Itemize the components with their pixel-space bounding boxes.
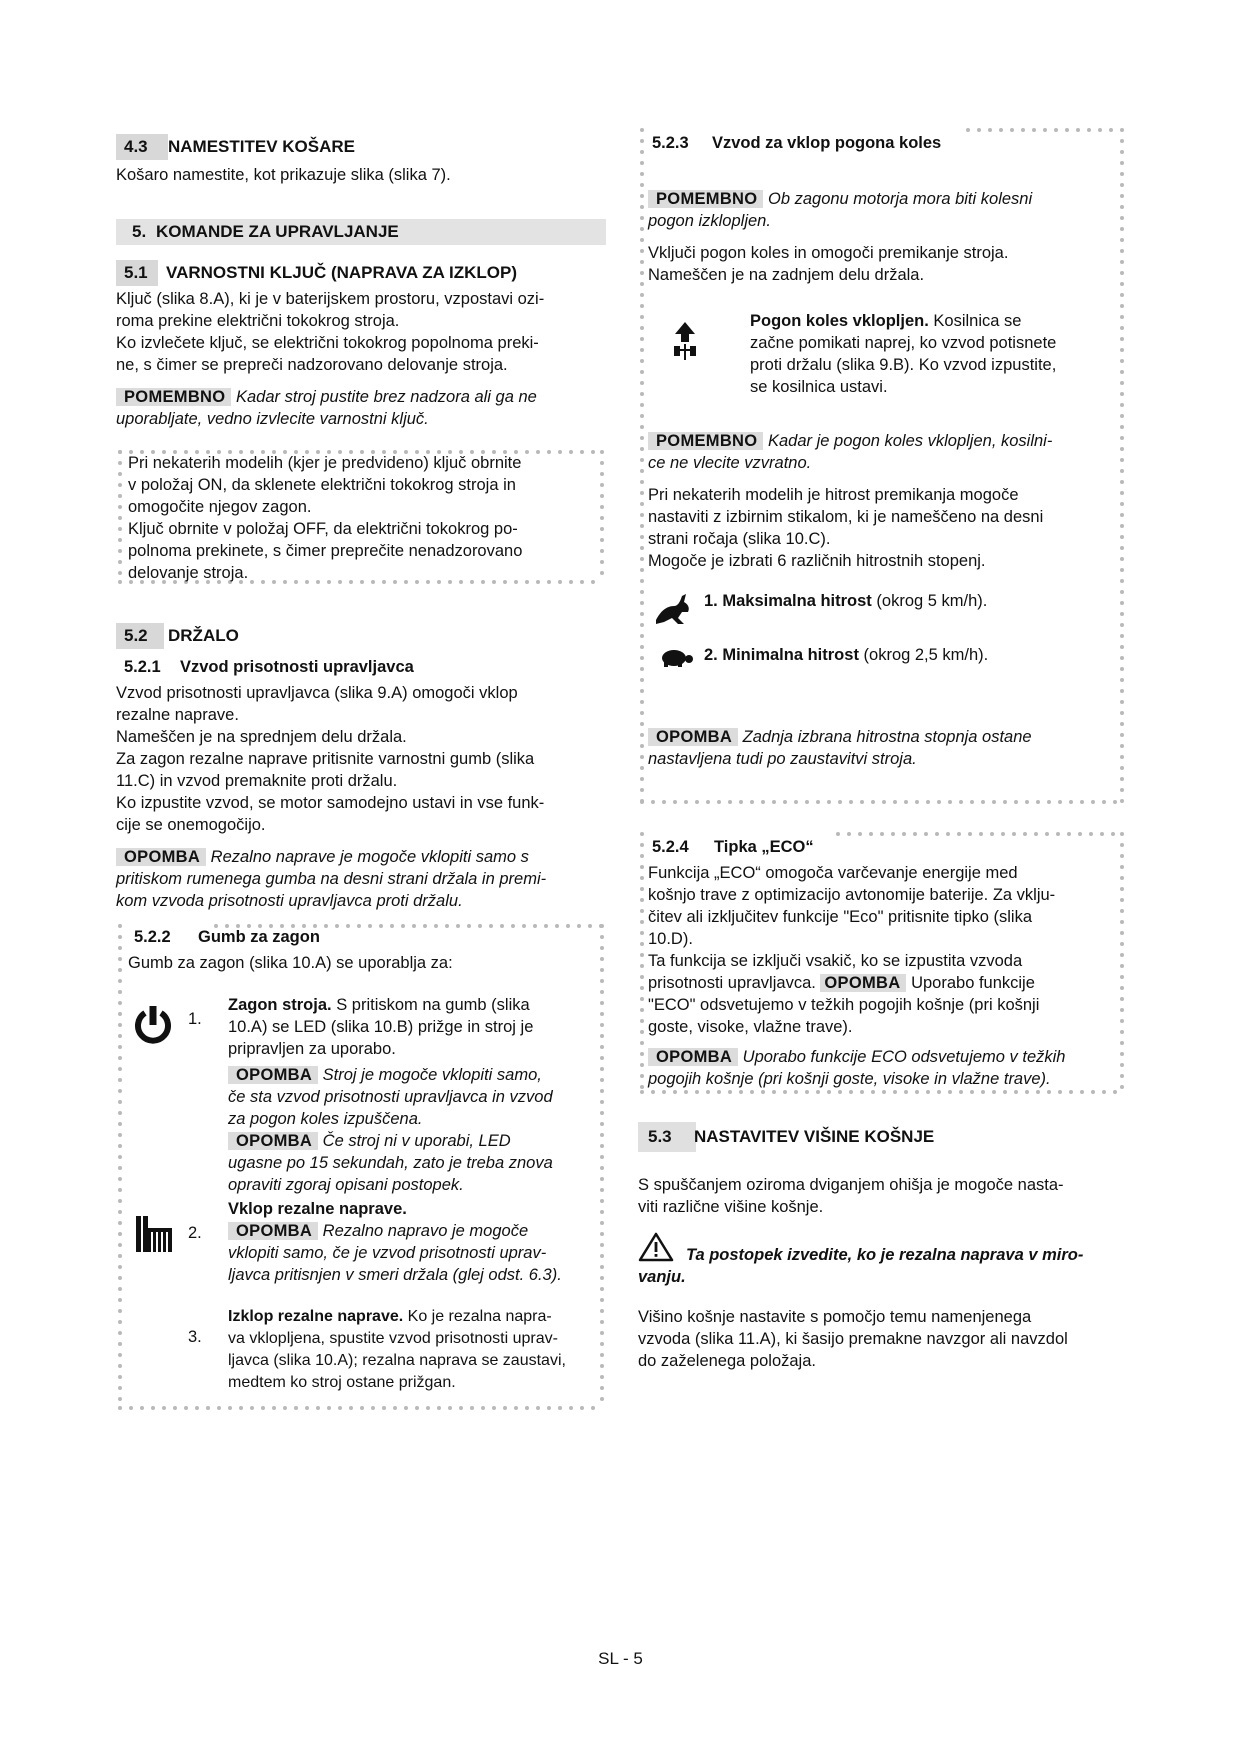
s524-line-6-b: Uporabo funkcije — [911, 974, 1035, 992]
warning-icon — [638, 1232, 674, 1262]
note-text: Zadnja izbrana hitrostna stopnja ostane — [742, 728, 1032, 746]
heading-5-2-1-number: 5.2.1 — [124, 658, 161, 676]
note-label: OPOMBA — [228, 1222, 318, 1240]
note-label: OPOMBA — [228, 1066, 318, 1084]
icon-text-title: Pogon koles vklopljen. — [750, 312, 929, 330]
warning-line-2: vanju. — [638, 1268, 686, 1286]
heading-5-3-title: NASTAVITEV VIŠINE KOŠNJE — [694, 1127, 935, 1146]
item-1-number: 1. — [188, 1010, 202, 1028]
hare-icon — [652, 590, 692, 626]
s51-line-2: roma prekine električni tokokrog stroja. — [116, 312, 400, 330]
s53-para-3: do zaželenega položaja. — [638, 1352, 816, 1370]
heading-5-title: KOMANDE ZA UPRAVLJANJE — [156, 222, 399, 241]
item-1-note-2 — [228, 1130, 511, 1153]
box1-line-3: omogočite njegov zagon. — [128, 498, 312, 516]
s523-note-3 — [648, 726, 1032, 749]
box1-line-6: delovanje stroja. — [128, 564, 249, 582]
note-label: OPOMBA — [228, 1132, 318, 1150]
speed-1 — [704, 590, 987, 613]
s523-note-1 — [648, 188, 1032, 211]
s521-note — [116, 846, 529, 869]
note-label: OPOMBA — [116, 848, 206, 866]
note-label: POMEMBNO — [648, 432, 763, 450]
heading-5-2-2-title: Gumb za zagon — [198, 928, 320, 946]
s521-note-line-2: pritiskom rumenega gumba na desni strani držala in premi- — [116, 870, 547, 888]
speed-2-title: 2. Minimalna hitrost — [704, 646, 859, 664]
item-1-text: S pritiskom na gumb (slika — [336, 996, 530, 1014]
s51-line-3: Ko izvlečete ključ, se električni tokokrog popolnoma preki- — [116, 334, 539, 352]
item-1-note-1-line-3: za pogon koles izpuščena. — [228, 1110, 423, 1128]
note-text: Uporabo funkcije ECO odsvetujemo v težkih — [742, 1048, 1066, 1066]
note-text: Rezalno naprave je mogoče vklopiti samo s — [210, 848, 529, 866]
s524-line-6-a: prisotnosti upravljavca. — [648, 974, 816, 992]
item-1-note-2-line-3: opraviti zgoraj opisani postopek. — [228, 1176, 464, 1194]
item-2-note-line-2: vklopiti samo, če je vzvod prisotnosti uprav- — [228, 1244, 547, 1262]
item-3-number: 3. — [188, 1328, 202, 1346]
speed-2 — [704, 644, 988, 667]
s524-line-2: košnjo trave z optimizacijo avtonomije baterije. Za vklju- — [648, 886, 1056, 904]
s51-line-1: Ključ (slika 8.A), ki je v baterijskem prostoru, vzpostavi ozi- — [116, 290, 545, 308]
item-1-line-1 — [228, 994, 530, 1017]
s521-line-1: Vzvod prisotnosti upravljavca (slika 9.A) omogoči vklop — [116, 684, 518, 702]
item-3-text: Ko je rezalna napra- — [407, 1308, 552, 1325]
note-text: Kadar stroj pustite brez nadzora ali ga ne — [236, 388, 537, 406]
icon-text-line-1 — [750, 310, 1021, 333]
item-2-note — [228, 1220, 528, 1243]
box1-line-5: polnoma prekinete, s čimer preprečite nenadzorovano — [128, 542, 523, 560]
s521-line-5: 11.C) in vzvod premaknite proti držalu. — [116, 772, 398, 790]
heading-5-2-title: DRŽALO — [168, 626, 239, 645]
note-text: Kadar je pogon koles vklopljen, kosilni- — [768, 432, 1053, 450]
wheel-drive-icon — [670, 320, 700, 362]
item-2-note-line-3: ljavca pritisnjen v smeri držala (glej odst. 6.3). — [228, 1266, 562, 1284]
note-text: Stroj je mogoče vklopiti samo, — [322, 1066, 542, 1084]
note-label: POMEMBNO — [116, 388, 231, 406]
s521-line-7: cije se onemogočijo. — [116, 816, 266, 834]
s524-note-line-2: pogojih košnje (pri košnji goste, visoke in vlažne trave). — [648, 1070, 1051, 1088]
item-3-line-3: ljavca (slika 10.A); rezalna naprava se zaustavi, — [228, 1352, 566, 1369]
note-label: OPOMBA — [648, 728, 738, 746]
s524-line-5: Ta funkcija se izključi vsakič, ko se izpustita vzvoda — [648, 952, 1023, 970]
s53-para-2: vzvoda (slika 11.A), ki šasijo premakne navzgor ali navzdol — [638, 1330, 1068, 1348]
s523-para-3: strani ročaja (slika 10.C). — [648, 530, 831, 548]
heading-5-2-4-number: 5.2.4 — [652, 838, 689, 856]
item-3-line-1 — [228, 1306, 552, 1329]
box1-line-4: Ključ obrnite v položaj OFF, da električni tokokrog po- — [128, 520, 518, 538]
heading-5-3-number: 5.3 — [648, 1127, 672, 1146]
s524-line-8: goste, visoke, vlažne trave). — [648, 1018, 853, 1036]
s523-note-1-line-2: pogon izklopljen. — [648, 212, 771, 230]
note-text: Če stroj ni v uporabi, LED — [322, 1132, 511, 1150]
heading-5-2-4-title: Tipka „ECO“ — [714, 838, 814, 856]
icon-text-line-4: se kosilnica ustavi. — [750, 378, 888, 396]
s43-body: Košaro namestite, kot prikazuje slika (slika 7). — [116, 166, 451, 184]
note-text: Rezalno napravo je mogoče — [322, 1222, 529, 1240]
s53-para-1: Višino košnje nastavite s pomočjo temu namenjenega — [638, 1308, 1032, 1326]
item-3-line-4: medtem ko stroj ostane prižgan. — [228, 1374, 456, 1391]
speed-1-value: (okrog 5 km/h). — [876, 592, 988, 610]
heading-4-3-title: NAMESTITEV KOŠARE — [168, 137, 356, 156]
item-3-title: Izklop rezalne naprave. — [228, 1308, 404, 1325]
heading-5-2-3-title: Vzvod za vklop pogona koles — [712, 134, 942, 152]
item-3-line-2: va vklopljena, spustite vzvod prisotnosti uprav- — [228, 1330, 558, 1347]
s524-line-1: Funkcija „ECO“ omogoča varčevanje energije med — [648, 864, 1018, 882]
s524-line-4: 10.D). — [648, 930, 693, 948]
s523-line-2: Nameščen je na zadnjem delu držala. — [648, 266, 925, 284]
heading-5-1-number: 5.1 — [124, 263, 148, 282]
heading-5-2-3-number: 5.2.3 — [652, 134, 689, 152]
heading-5-number: 5. — [132, 222, 147, 241]
s521-line-2: rezalne naprave. — [116, 706, 239, 724]
s524-line-3: čitev ali izključitev funkcije "Eco" pritisnite tipko (slika — [648, 908, 1033, 926]
s523-note-2-line-2: ce ne vlecite vzvratno. — [648, 454, 812, 472]
item-1-note-2-line-2: ugasne po 15 sekundah, zato je treba znova — [228, 1154, 553, 1172]
s524-line-7: "ECO" odsvetujemo v težkih pogojih košnje (pri košnji — [648, 996, 1040, 1014]
s523-note-3-line-2: nastavljena tudi po zaustavitvi stroja. — [648, 750, 917, 768]
turtle-icon — [658, 648, 694, 668]
s523-para-4: Mogoče je izbrati 6 različnih hitrostnih stopenj. — [648, 552, 986, 570]
item-2-number: 2. — [188, 1224, 202, 1242]
speed-2-value: (okrog 2,5 km/h). — [863, 646, 989, 664]
box1-line-2: v položaj ON, da sklenete električni tokokrog stroja in — [128, 476, 516, 494]
note-label: POMEMBNO — [648, 190, 763, 208]
box1-line-1: Pri nekaterih modelih (kjer je predvideno) ključ obrnite — [128, 454, 522, 472]
s523-note-2 — [648, 430, 1052, 453]
s523-para-1: Pri nekaterih modelih je hitrost premikanja mogoče — [648, 486, 1019, 504]
cutting-blade-icon — [132, 1214, 174, 1254]
item-1-note-1 — [228, 1064, 542, 1087]
item-1-line-3: pripravljen za uporabo. — [228, 1040, 396, 1058]
s521-note-line-3: kom vzvoda prisotnosti upravljavca proti držalu. — [116, 892, 463, 910]
icon-text-line-3: proti držalu (slika 9.B). Ko vzvod izpustite, — [750, 356, 1057, 374]
s51-line-4: ne, s čimer se prepreči nadzorovano delovanje stroja. — [116, 356, 508, 374]
heading-5-2-number: 5.2 — [124, 626, 148, 645]
s524-note — [648, 1046, 1065, 1069]
s51-note-line-2: uporabljate, vedno izvlecite varnostni ključ. — [116, 410, 429, 428]
note-text: Ob zagonu motorja mora biti kolesni — [768, 190, 1033, 208]
s523-para-2: nastaviti z izbirnim stikalom, ki je nameščeno na desni — [648, 508, 1044, 526]
s521-line-6: Ko izpustite vzvod, se motor samodejno ustavi in vse funk- — [116, 794, 545, 812]
icon-text-line-2: začne pomikati naprej, ko vzvod potisnete — [750, 334, 1057, 352]
speed-1-title: 1. Maksimalna hitrost — [704, 592, 872, 610]
warning-line-1: Ta postopek izvedite, ko je rezalna naprava v miro- — [686, 1246, 1084, 1264]
s53-line-2: viti različne višine košnje. — [638, 1198, 824, 1216]
s523-line-1: Vključi pogon koles in omogoči premikanje stroja. — [648, 244, 1009, 262]
s51-note — [116, 386, 537, 409]
item-1-note-1-line-2: če sta vzvod prisotnosti upravljavca in vzvod — [228, 1088, 553, 1106]
item-1-line-2: 10.A) se LED (slika 10.B) prižge in stroj je — [228, 1018, 534, 1036]
heading-5-2-1-title: Vzvod prisotnosti upravljavca — [180, 658, 414, 676]
s53-line-1: S spuščanjem oziroma dviganjem ohišja je mogoče nasta- — [638, 1176, 1064, 1194]
power-icon — [132, 1004, 174, 1046]
note-label: OPOMBA — [648, 1048, 738, 1066]
s521-line-4: Za zagon rezalne naprave pritisnite varnostni gumb (slika — [116, 750, 535, 768]
item-1-title: Zagon stroja. — [228, 996, 332, 1014]
heading-5-1-title: VARNOSTNI KLJUČ (NAPRAVA ZA IZKLOP) — [166, 263, 518, 282]
s524-line-6 — [648, 972, 1035, 995]
heading-4-3-number: 4.3 — [124, 137, 148, 156]
s522-intro: Gumb za zagon (slika 10.A) se uporablja za: — [128, 954, 453, 972]
icon-text-body: Kosilnica se — [933, 312, 1022, 330]
s521-line-3: Nameščen je na sprednjem delu držala. — [116, 728, 407, 746]
item-2-title: Vklop rezalne naprave. — [228, 1200, 407, 1218]
heading-5-2-2-number: 5.2.2 — [134, 928, 171, 946]
page-number: SL - 5 — [598, 1649, 643, 1668]
note-label: OPOMBA — [820, 974, 906, 992]
